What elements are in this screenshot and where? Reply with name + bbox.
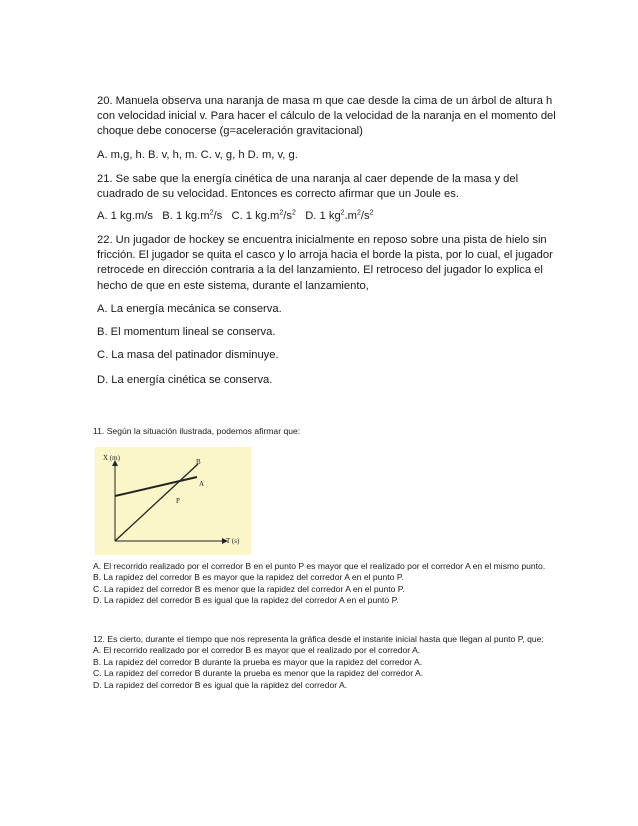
question-12-text: 12. Es cierto, durante el tiempo que nos representa la gráfica desde el instante inicial hasta que llegan al punto P, que: [93,634,544,644]
label-b: B [196,458,201,466]
label-a: A [199,480,205,488]
q22-option-c: C. La masa del patinador disminuye. [97,349,279,361]
graph-svg [95,447,251,555]
question-12-block [93,634,593,691]
q21-option-a: A. 1 kg.m/s [97,210,153,222]
y-axis-label: X (m) [103,454,120,462]
line-a [115,477,197,496]
question-21-options [97,209,374,224]
q11-option-a: A. El recorrido realizado por el corredor B en el punto P es mayor que el realizado por el corredor A en el mismo punto. [93,561,546,571]
label-p: P [176,497,180,505]
question-20-text: 20. Manuela observa una naranja de masa m que cae desde la cima de un árbol de altura h con velocidad inicial v. Para hacer el cálculo de la velocidad de la naranja en el momento del choque debe conocerse (g=aceleración gravitacional) [97,95,556,138]
question-21-text: 21. Se sabe que la energía cinética de una naranja al caer depende de la masa y del cuadrado de su velocidad. Entonces es correcto afirmar que un Joule es. [97,173,519,201]
question-22-text: 22. Un jugador de hockey se encuentra inicialmente en reposo sobre una pista de hielo sin fricción. El jugador se quita el casco y lo arroja hacia el borde la pista, por lo cual, el jugador retrocede en dirección contraria a la del lanzamiento. El retroceso del jugador lo explica el hecho de que en este sistema, durante el lanzamiento, [97,234,553,292]
q12-option-c: C. La rapidez del corredor B durante la prueba es menor que la rapidez del corredor A. [93,668,424,679]
position-time-graph [95,447,251,555]
question-11-text: 11. Según la situación ilustrada, podemos afirmar que: [93,426,301,436]
question-11-options [93,561,593,607]
q21-option-d: D. 1 $kg^2.m^2/s^2$ [305,209,374,222]
q11-option-d: D. La rapidez del corredor B es igual que la rapidez del corredor A en el punto P. [93,595,399,606]
q22-option-b: B. El momentum lineal se conserva. [97,326,276,338]
q12-option-b: B. La rapidez del corredor B durante la prueba es mayor que la rapidez del corredor A. [93,656,423,667]
x-axis-label: T (s) [226,537,240,545]
question-20-options: A. m,g, h. B. v, h, m. C. v, g, h D. m, v, g. [97,149,298,161]
q12-option-a: A. El recorrido realizado por el corredor B es mayor que el realizado por el corredor A. [93,645,421,656]
line-b [115,464,198,541]
q11-option-b: B. La rapidez del corredor B es mayor que la rapidez del corredor A en el punto P. [93,572,404,583]
q12-option-d: D. La rapidez del corredor B es igual que la rapidez del corredor A. [93,679,348,690]
q11-option-c: C. La rapidez del corredor B es menor que la rapidez del corredor A en el punto P. [93,583,405,594]
q21-option-c: C. 1 $kg.m^2/s^2$ [231,209,296,222]
q21-option-b: B. 1 $kg.m^2/s$ [162,209,223,222]
q22-option-d: D. La energía cinética se conserva. [97,374,273,386]
q22-option-a: A. La energía mecánica se conserva. [97,303,282,315]
